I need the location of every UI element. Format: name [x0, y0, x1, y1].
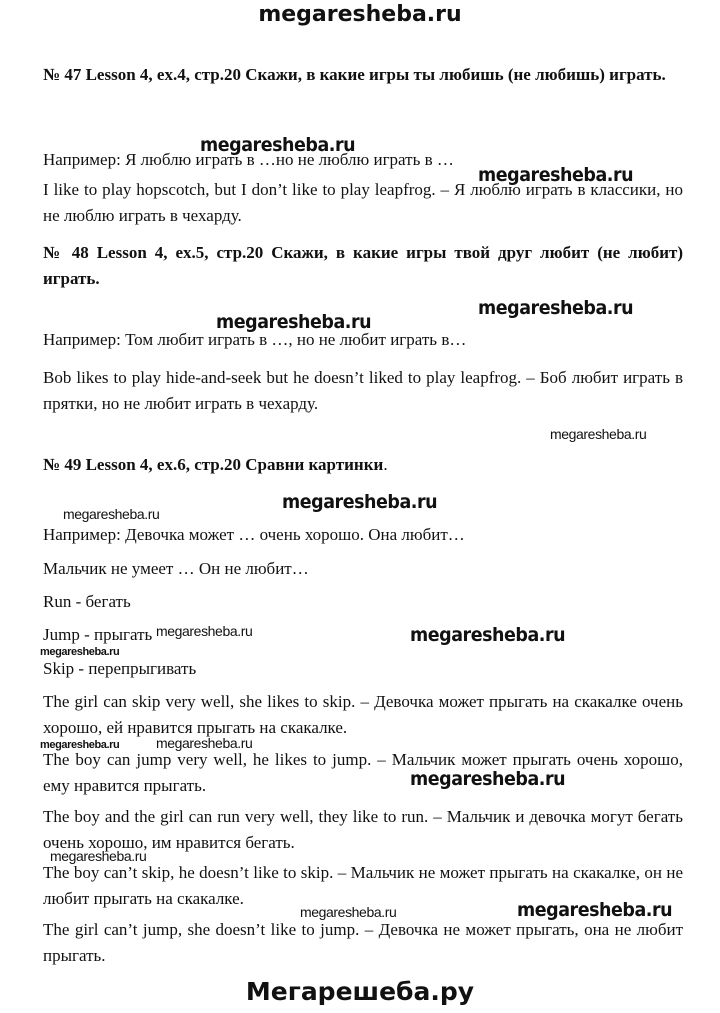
task-49-example: Например: Девочка может … очень хорошо. Она любит…	[43, 525, 465, 544]
watermark: megaresheba.ru	[50, 848, 147, 864]
task-48-title: № 48 Lesson 4, ex.5, стр.20 Скажи, в какие игры твой друг любит (не любит) играть.	[43, 243, 683, 288]
vocab-run: Run - бегать	[43, 592, 131, 611]
task-47-answer: I like to play hopscotch, but I don’t like to play leapfrog. – Я люблю играть в классики, но не люблю играть в чехарду.	[43, 180, 683, 225]
answer-2: The boy can jump very well, he likes to jump. – Мальчик может прыгать очень хорошо, ему нравится прыгать.	[43, 750, 683, 795]
site-header: megaresheba.ru	[258, 2, 462, 27]
task-49-title	[43, 452, 683, 478]
watermark: megaresheba.ru	[216, 311, 372, 333]
watermark: megaresheba.ru	[478, 164, 634, 186]
watermark: megaresheba.ru	[282, 491, 438, 513]
answer-1: The girl can skip very well, she likes to skip. – Девочка может прыгать на скакалке очень хорошо, ей нравится прыгать на скакалке.	[43, 692, 683, 737]
watermark: megaresheba.ru	[63, 506, 160, 522]
watermark: megaresheba.ru	[550, 426, 647, 442]
site-footer: Мегарешеба.ру	[245, 977, 475, 1006]
watermark: megaresheba.ru	[156, 623, 253, 639]
task-47-title: № 47 Lesson 4, ex.4, стр.20 Скажи, в какие игры ты любишь (не любишь) играть.	[43, 65, 666, 84]
watermark: megaresheba.ru	[300, 904, 397, 920]
task-47-example: Например: Я люблю играть в …но не люблю играть в …	[43, 150, 454, 169]
answer-4: The boy can’t skip, he doesn’t like to skip. – Мальчик не может прыгать на скакалке, он не любит прыгать на скакалке.	[43, 863, 683, 908]
task-49-title-text: № 49 Lesson 4, ex.6, стр.20 Сравни картинки	[43, 455, 384, 474]
watermark: megaresheba.ru	[156, 735, 253, 751]
answer-5: The girl can’t jump, she doesn’t like to jump. – Девочка не может прыгать, она не любит прыгать.	[43, 920, 683, 965]
watermark: megaresheba.ru	[40, 739, 120, 751]
watermark: megaresheba.ru	[410, 624, 566, 646]
vocab-jump: Jump - прыгать	[43, 625, 153, 644]
task-49-example-2: Мальчик не умеет … Он не любит…	[43, 559, 309, 578]
answer-3: The boy and the girl can run very well, they like to run. – Мальчик и девочка могут бегать очень хорошо, им нравится бегать.	[43, 807, 683, 852]
watermark: megaresheba.ru	[40, 646, 120, 658]
vocab-skip: Skip - перепрыгивать	[43, 659, 197, 678]
watermark: megaresheba.ru	[517, 899, 673, 921]
watermark: megaresheba.ru	[410, 768, 566, 790]
task-49-title-period: .	[383, 455, 388, 474]
task-48-example: Например: Том любит играть в …, но не любит играть в…	[43, 330, 467, 349]
task-48-answer: Bob likes to play hide-and-seek but he doesn’t liked to play leapfrog. – Боб любит играть в прятки, но не любит играть в чехарду.	[43, 368, 683, 413]
watermark: megaresheba.ru	[200, 134, 356, 156]
watermark: megaresheba.ru	[478, 297, 634, 319]
